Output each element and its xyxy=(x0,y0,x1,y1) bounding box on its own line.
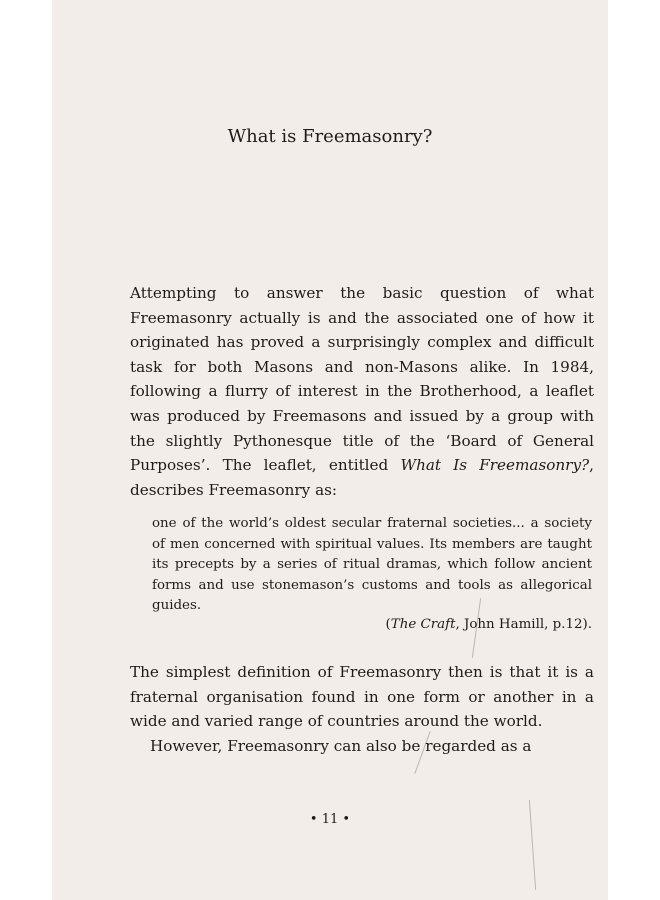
quote-citation xyxy=(386,617,592,632)
book-page xyxy=(52,0,608,900)
citation-work: The Craft xyxy=(390,617,456,632)
paragraph-2-text: The simplest definition of Freemasonry then is that it is a fraternal organisation found in one form or another in a wide and varied range of countries around the world. xyxy=(130,663,594,731)
citation-rest: , John Hamill, p.12). xyxy=(455,617,592,632)
chapter-title: What is Freemasonry? xyxy=(227,126,433,147)
block-quote: one of the world’s oldest secular fraternal societies... a society of men concerned with spiritual values. Its members are taught its precepts by a series of ritual dramas, which follow ancient forms and use stonemason’s customs and tools as allegorical guides. xyxy=(152,516,592,614)
leaflet-title: What Is Freemasonry? xyxy=(400,456,590,475)
page-number: • 11 • xyxy=(309,812,351,827)
paragraph-1-end: , describes Freemasonry as: xyxy=(130,456,594,499)
paragraph-3-text: However, Freemasonry can also be regarded as a xyxy=(150,736,532,755)
body-paragraph-1 xyxy=(130,281,594,502)
body-paragraph-2 xyxy=(130,660,594,758)
citation-open: ( xyxy=(385,617,391,632)
paragraph-1-text: Attempting to answer the basic question of what Freemasonry actually is and the associated one of how it originated has proved a surprisingly complex and difficult task for both Masons and non-Masons alike. In 1984, following a flurry of interest in the Brotherhood, a leaflet was produced by Freemasons and issued by a group with the slightly Pythonesque title of the ‘Board of General Purposes’. The leaflet, entitled xyxy=(130,284,594,475)
